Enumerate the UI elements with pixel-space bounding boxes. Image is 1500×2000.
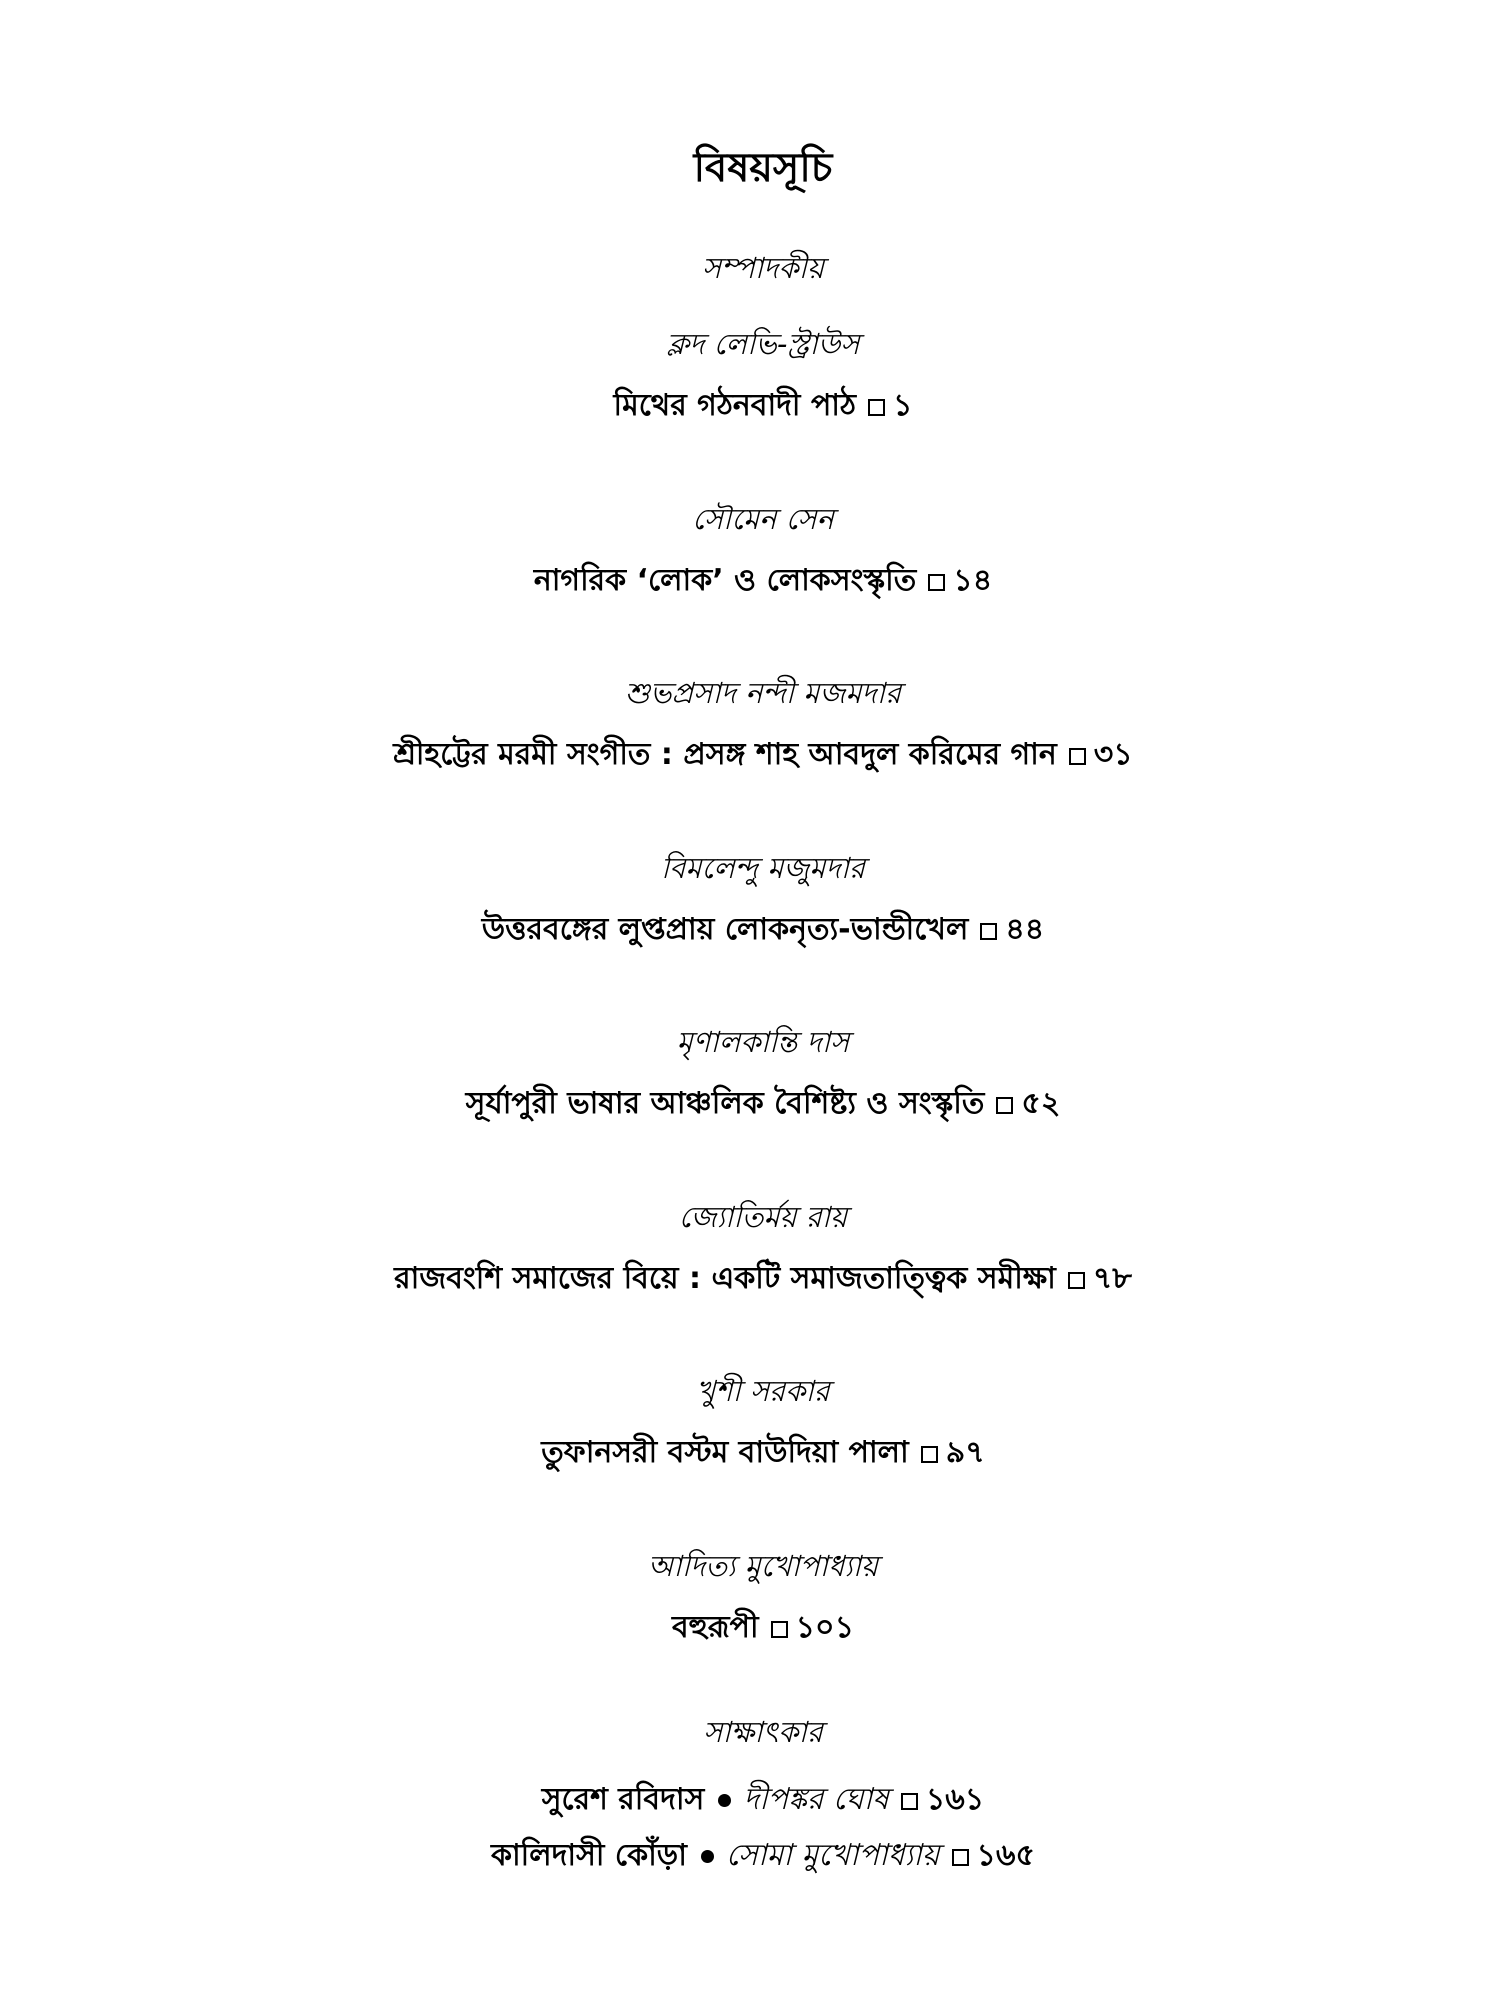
entry-title: শ্রীহট্টের মরমী সংগীত : প্রসঙ্গ শাহ আবদুল করিমের গান — [393, 737, 1057, 772]
toc-entry — [0, 1544, 1500, 1650]
entry-author: সৌমেন সেন — [692, 502, 834, 536]
entry-author: জ্যোতির্ময় রায় — [678, 1200, 848, 1234]
round-bullet-icon — [718, 1794, 731, 1807]
interview-page-number: ১৬১ — [925, 1782, 985, 1817]
entry-author: শুভপ্রসাদ নন্দী মজমদার — [624, 676, 902, 710]
entry-title: রাজবংশি সমাজের বিয়ে : একটি সমাজতাত্ত্বিক সমীক্ষা — [394, 1261, 1056, 1296]
entry-article-line — [0, 1257, 1500, 1301]
entry-article-line — [0, 908, 1500, 952]
toc-entry — [0, 1195, 1500, 1301]
interview-interviewer: দীপঙ্কর ঘোষ — [743, 1782, 889, 1817]
entry-article-line — [0, 1431, 1500, 1475]
entry-title: বহুরূপী — [671, 1610, 759, 1645]
entry-title: সূর্যাপুরী ভাষার আঞ্চলিক বৈশিষ্ট্য ও সংস্কৃতি — [465, 1086, 985, 1121]
toc-entry — [0, 497, 1500, 603]
square-bullet-icon — [980, 923, 997, 940]
square-bullet-icon — [868, 399, 885, 416]
entry-page-number: ৫২ — [1021, 1086, 1061, 1121]
square-bullet-icon — [1069, 748, 1086, 765]
entry-article-line — [0, 1082, 1500, 1126]
square-bullet-icon — [952, 1849, 969, 1866]
entry-author: মৃণালকান্তি দাস — [676, 1025, 850, 1059]
interview-subject: সুরেশ রবিদাস — [541, 1782, 705, 1817]
toc-entry — [0, 846, 1500, 952]
toc-entry — [0, 1020, 1500, 1126]
interview-page-number: ১৬৫ — [976, 1838, 1035, 1873]
entry-article-line — [0, 384, 1500, 428]
entry-page-number: ১৪ — [953, 563, 993, 598]
square-bullet-icon — [921, 1446, 938, 1463]
entry-page-number: ৭৮ — [1092, 1261, 1132, 1296]
toc-entry — [0, 1369, 1500, 1475]
interview-entry — [0, 1834, 1500, 1878]
editorial-label: সম্পাদকীয় — [701, 251, 825, 285]
entry-page-number: ১ — [893, 388, 913, 423]
entry-author: ক্লদ লেভি-স্ট্রাউস — [666, 327, 860, 361]
round-bullet-icon — [701, 1850, 714, 1863]
toc-entry — [0, 671, 1500, 777]
square-bullet-icon — [928, 574, 945, 591]
interview-subject: কালিদাসী কোঁড়া — [490, 1838, 687, 1873]
entry-title: উত্তরবঙ্গের লুপ্তপ্রায় লোকনৃত্য-ভান্ডীখেল — [481, 912, 969, 947]
entry-article-line — [0, 733, 1500, 777]
entry-page-number: ৩১ — [1093, 737, 1133, 772]
interview-entry — [0, 1778, 1500, 1822]
page-title: বিষয়সূচি — [693, 145, 833, 191]
square-bullet-icon — [996, 1097, 1013, 1114]
entry-author: বিমলেন্দু মজুমদার — [660, 851, 866, 885]
interviews-label: সাক্ষাৎকার — [703, 1715, 823, 1749]
entry-article-line — [0, 559, 1500, 603]
entry-author: আদিত্য মুখোপাধ্যায় — [647, 1549, 879, 1583]
square-bullet-icon — [901, 1793, 918, 1810]
entry-title: মিথের গঠনবাদী পাঠ — [613, 388, 857, 423]
entry-page-number: ৪৪ — [1005, 912, 1045, 947]
square-bullet-icon — [1068, 1272, 1085, 1289]
square-bullet-icon — [771, 1621, 788, 1638]
interview-interviewer: সোমা মুখোপাধ্যায় — [725, 1838, 940, 1873]
entry-page-number: ১০১ — [795, 1610, 855, 1645]
entry-author: খুশী সরকার — [696, 1374, 830, 1408]
entry-title: নাগরিক ‘লোক’ ও লোকসংস্কৃতি — [533, 563, 917, 598]
toc-entry — [0, 322, 1500, 428]
entry-page-number: ৯৭ — [945, 1435, 985, 1470]
entry-article-line — [0, 1606, 1500, 1650]
entry-title: তুফানসরী বস্টম বাউদিয়া পালা — [541, 1435, 909, 1470]
